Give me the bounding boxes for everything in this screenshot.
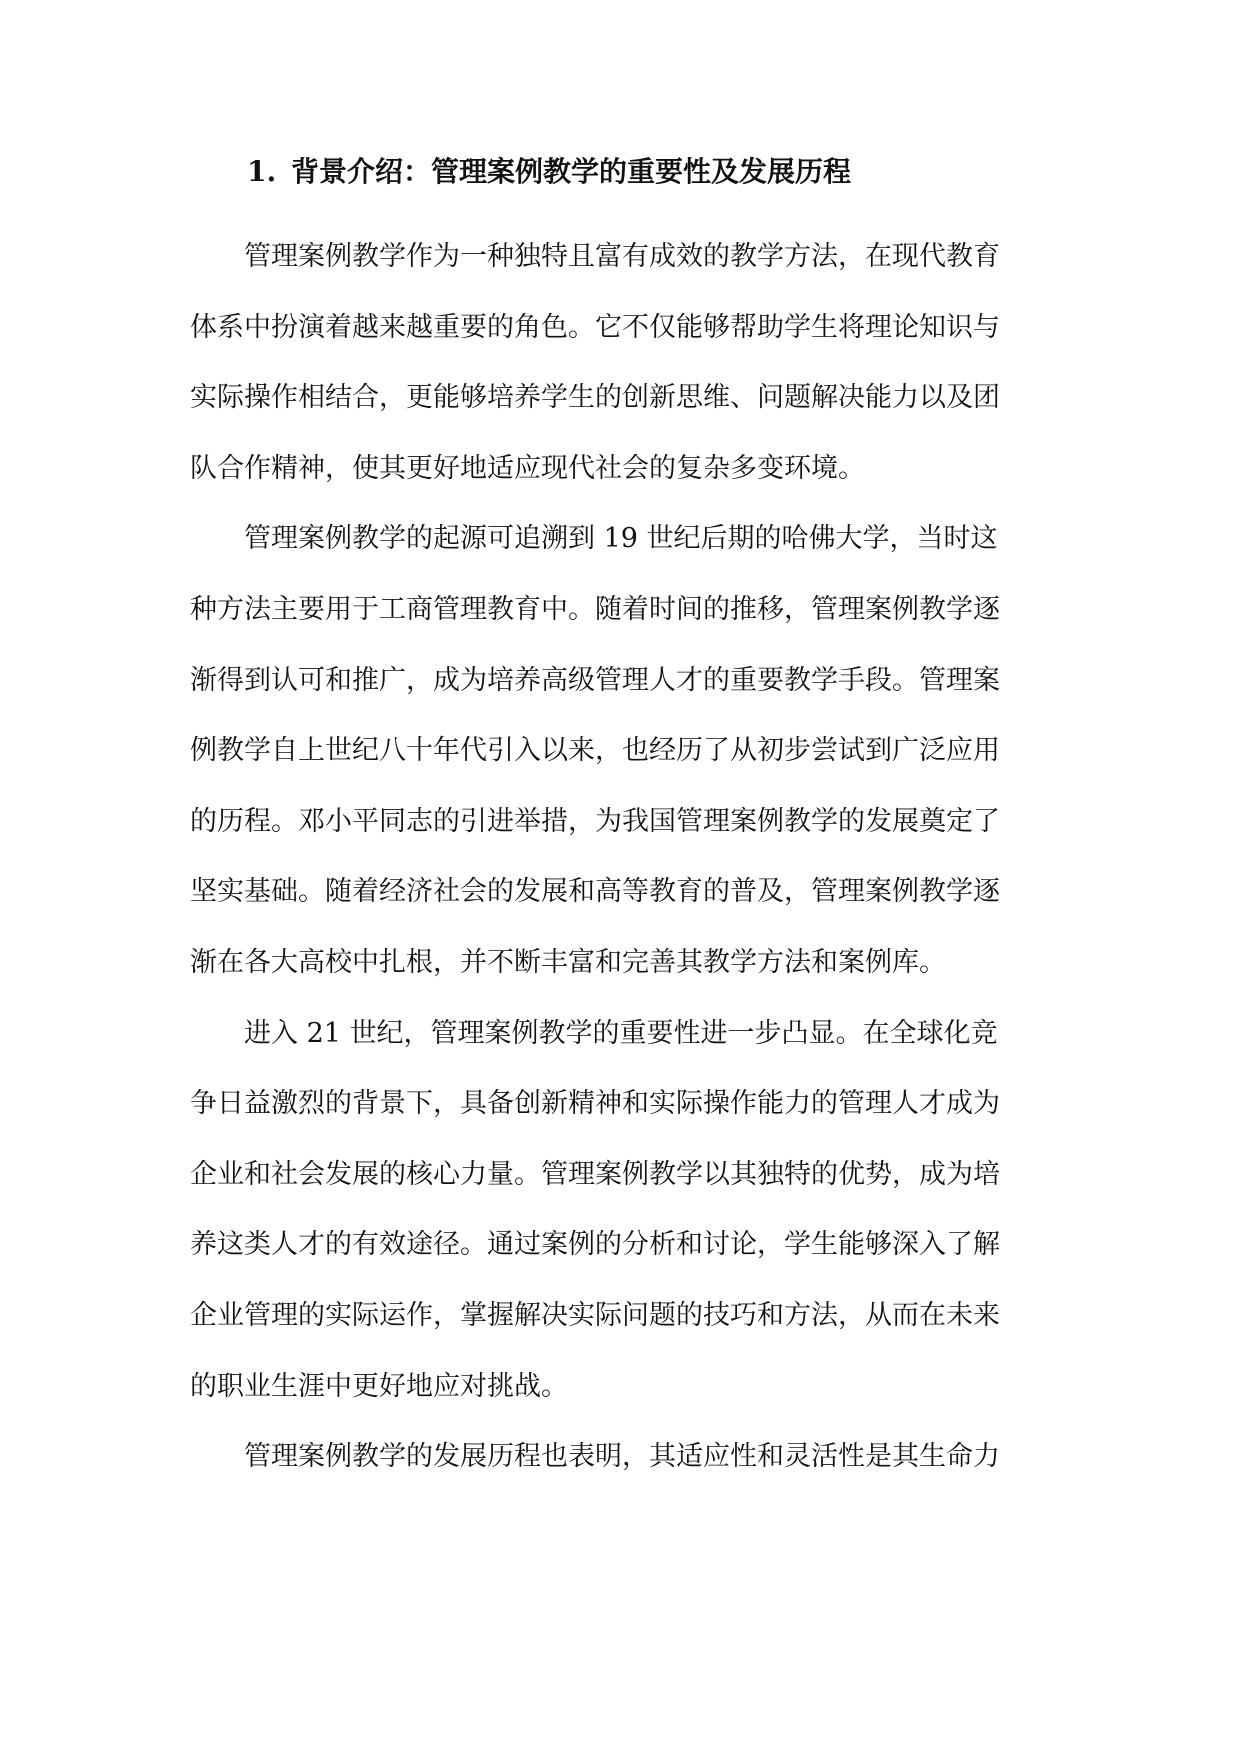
paragraph-3: 进入 21 世纪，管理案例教学的重要性进一步凸显。在全球化竞 争日益激烈的背景下，具备创新精神和实际操作能力的管理人才成为 企业和社会发展的核心力量。管理案例教学以其独特的优势，成为培 养这类人才的有效途径。通过案例的分析和讨论，学生能够深入了解 企业管理的实际运作，掌握解决实际问题的技巧和方法，从而在未来 的职业生涯中更好地应对挑战。	[190, 1017, 1000, 1402]
body-text	[190, 222, 1048, 1493]
section-title: 背景介绍：管理案例教学的重要性及发展历程	[291, 155, 852, 188]
paragraph-1: 管理案例教学作为一种独特且富有成效的教学方法，在现代教育 体系中扮演着越来越重要的角色。它不仅能够帮助学生将理论知识与 实际操作相结合，更能够培养学生的创新思维、问题解决能力以及团 队合作精神，使其更好地适应现代社会的复杂多变环境。	[190, 241, 1000, 484]
section-number: 1.	[247, 155, 277, 188]
paragraph-4: 管理案例教学的发展历程也表明，其适应性和灵活性是其生命力	[244, 1441, 1000, 1473]
section-heading	[247, 150, 1107, 194]
paragraph-2: 管理案例教学的起源可追溯到 19 世纪后期的哈佛大学，当时这 种方法主要用于工商管理教育中。随着时间的推移，管理案例教学逐 渐得到认可和推广，成为培养高级管理人才的重要教学手段。管理案 例教学自上世纪八十年代引入以来，也经历了从初步尝试到广泛应用 的历程。邓小平同志的引进举措，为我国管理案例教学的发展奠定了 坚实基础。随着经济社会的发展和高等教育的普及，管理案例教学逐 渐在各大高校中扎根，并不断丰富和完善其教学方法和案例库。	[190, 523, 1000, 978]
